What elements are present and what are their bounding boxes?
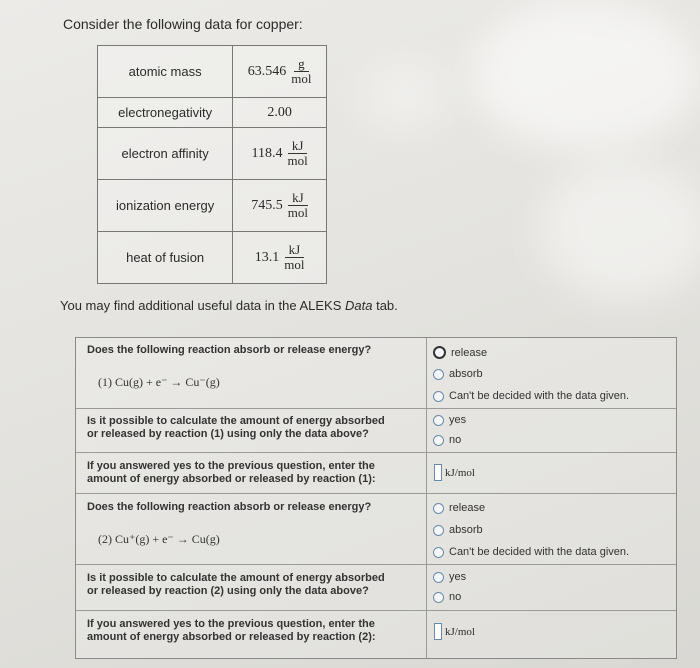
property-value: 118.4 — [251, 145, 283, 161]
q2-enter-prompt: If you answered yes to the previous question, enter the amount of energy absorbed or released by reaction (2): — [87, 618, 376, 643]
q2-option-absorb[interactable]: absorb — [433, 524, 483, 536]
row-divider — [76, 610, 676, 611]
data-tab-link[interactable]: Data — [345, 298, 373, 313]
q1-option-yes[interactable]: yes — [433, 414, 466, 426]
property-value: 13.1 — [254, 249, 280, 265]
radio-icon[interactable] — [433, 369, 444, 380]
unit-fraction: $\frac{kJ}{\text{mol}}$ — [284, 242, 305, 272]
q1-option-release[interactable]: release — [433, 346, 487, 359]
q1-energy-field[interactable] — [434, 464, 442, 481]
q1-option-undecided[interactable]: Can't be decided with the data given. — [433, 390, 629, 402]
unit-fraction: $\frac{kJ}{\text{mol}}$ — [287, 138, 308, 168]
property-name: electronegativity — [98, 98, 233, 128]
table-row — [98, 180, 327, 232]
q2-energy-input[interactable]: kJ/mol — [434, 623, 475, 640]
q1-energy-input[interactable]: kJ/mol — [434, 464, 475, 481]
q1-option-no[interactable]: no — [433, 434, 461, 446]
table-row — [98, 46, 327, 98]
q1-option-absorb[interactable]: absorb — [433, 368, 483, 380]
page-title: Consider the following data for copper: — [63, 16, 303, 32]
table-row — [98, 232, 327, 284]
property-name: ionization energy — [98, 180, 233, 232]
radio-icon[interactable] — [433, 525, 444, 536]
property-value: 745.5 — [251, 197, 283, 213]
unit-fraction: $\frac{g}{\text{mol}}$ — [291, 56, 312, 86]
row-divider — [76, 493, 676, 494]
radio-selected-icon[interactable] — [433, 346, 446, 359]
q2-option-no[interactable]: no — [433, 591, 461, 603]
table-row — [98, 98, 327, 128]
q2-question: Does the following reaction absorb or release energy? — [87, 501, 372, 513]
q1-enter-prompt: If you answered yes to the previous question, enter the amount of energy absorbed or released by reaction (1): — [87, 460, 376, 485]
q1-calc-question: Is it possible to calculate the amount of energy absorbed or released by reaction (1) using only the data above? — [87, 415, 385, 440]
question-panel — [75, 337, 677, 659]
radio-icon[interactable] — [433, 572, 444, 583]
row-divider — [76, 408, 676, 409]
row-divider — [76, 564, 676, 565]
unit-fraction: $\frac{kJ}{\text{mol}}$ — [287, 190, 308, 220]
q2-option-undecided[interactable]: Can't be decided with the data given. — [433, 546, 629, 558]
table-row — [98, 128, 327, 180]
aleks-note: You may find additional useful data in the ALEKS Data tab. — [60, 298, 398, 313]
row-divider — [76, 452, 676, 453]
q2-calc-question: Is it possible to calculate the amount of energy absorbed or released by reaction (2) using only the data above? — [87, 572, 385, 597]
q2-option-yes[interactable]: yes — [433, 571, 466, 583]
radio-icon[interactable] — [433, 415, 444, 426]
copper-data-table — [97, 45, 327, 284]
radio-icon[interactable] — [433, 435, 444, 446]
property-name: atomic mass — [98, 46, 233, 98]
property-value: 63.546 — [247, 63, 287, 79]
property-value: 2.00 — [267, 104, 292, 120]
radio-icon[interactable] — [433, 547, 444, 558]
q2-energy-field[interactable] — [434, 623, 442, 640]
property-name: electron affinity — [98, 128, 233, 180]
q1-question: Does the following reaction absorb or release energy? — [87, 344, 372, 356]
radio-icon[interactable] — [433, 503, 444, 514]
q2-reaction: (2) Cu⁺(g) + e⁻ → Cu(g) — [98, 532, 220, 546]
property-name: heat of fusion — [98, 232, 233, 284]
q2-option-release[interactable]: release — [433, 502, 485, 514]
radio-icon[interactable] — [433, 391, 444, 402]
q1-reaction: (1) Cu(g) + e⁻ → Cu⁻(g) — [98, 375, 220, 389]
radio-icon[interactable] — [433, 592, 444, 603]
